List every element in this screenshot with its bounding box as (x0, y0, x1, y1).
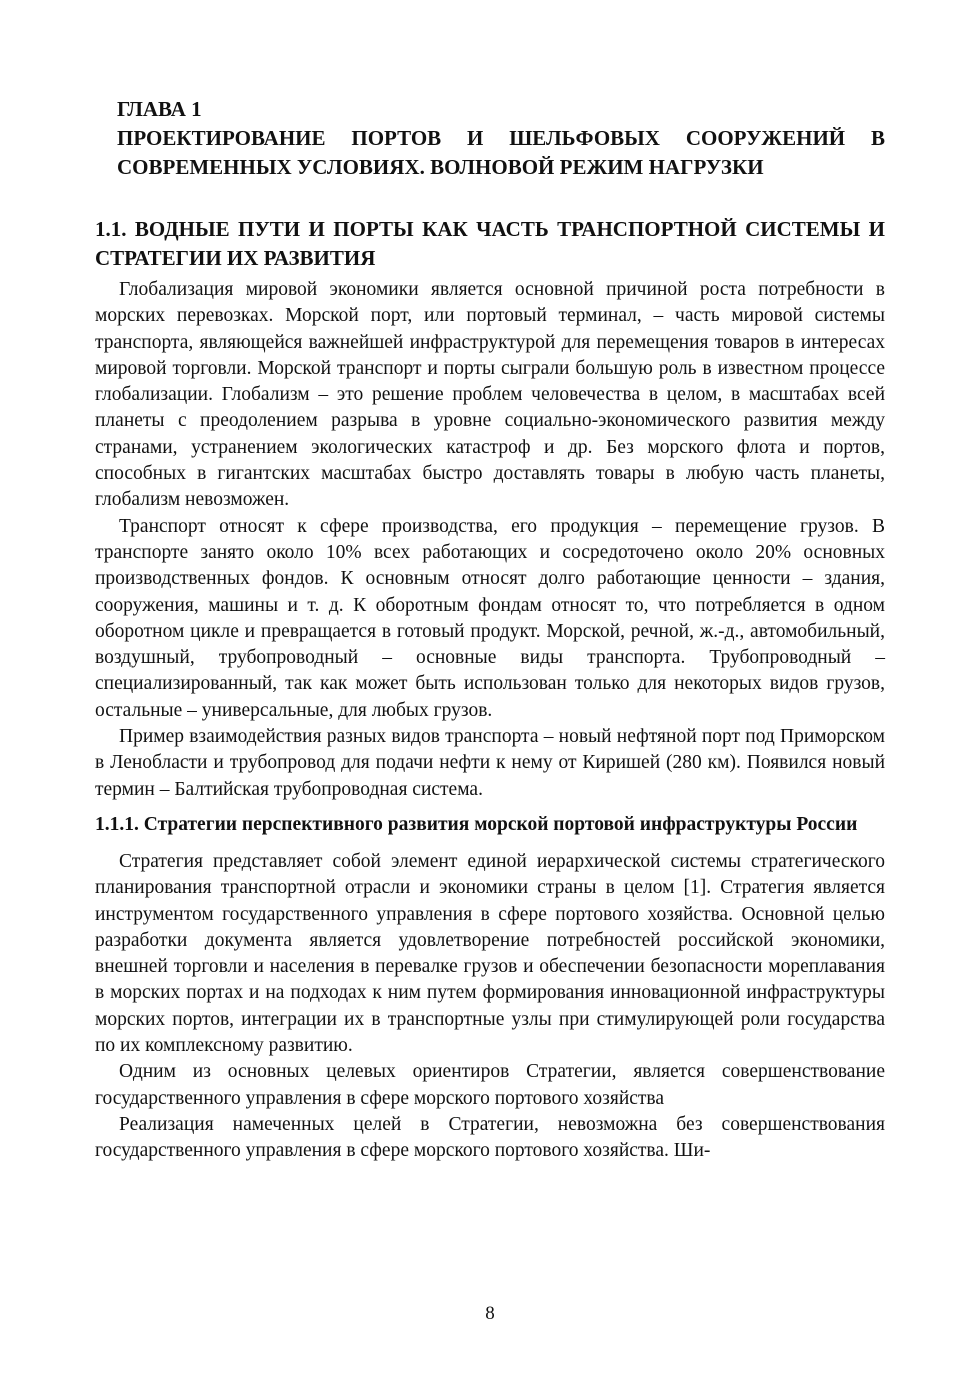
section-paragraph-1: Глобализация мировой экономики является основной причиной роста потребности в морских перевозках. Морской порт, или портовый терминал, – часть мировой системы транспорта, являющейся важнейшей инфраструктурой для перемещения товаров в интересах мировой торговли. Морской транспорт и порты сыграли большую роль в известном процессе глобализации. Глобализм – это решение проблем человечества в целом, в масштабах всей планеты с преодолением разрыва в уровне социально-экономического развития между странами, устранением экологических катастроф и др. Без морского флота и портов, способных в гигантских масштабах быстро доставлять товары в любую часть планеты, глобализм невозможен. (95, 279, 885, 511)
chapter-label: ГЛАВА 1 (117, 97, 202, 121)
section-paragraph-2: Транспорт относят к сфере производства, его продукция – перемещение грузов. В транспорте занято около 10% всех работающих и сосредоточено около 20% основных производственных фондов. К основным относят долго работающие ценности – здания, сооружения, машины и т. д. К оборотным фондам относят то, что потребляется в одном оборотном цикле и превращается в готовый продукт. Морской, речной, ж.-д., автомобильный, воздушный, трубопроводный – основные виды транспорта. Трубопроводный – специализированный, так как может быть использован только для некоторых видов грузов, остальные – универсальные, для любых грузов. (95, 515, 885, 721)
subsection-paragraph-1: Стратегия представляет собой элемент единой иерархической системы стратегического планирования транспортной отрасли и экономики страны в целом [1]. Стратегия является инструментом государственного управления в сфере портового хозяйства. Основной целью разработки документа является удовлетворение потребностей российской экономики, внешней торговли и населения в перевалке грузов и обеспечении безопасности мореплавания в морских портах и на подходах к ним путем формирования инновационной инфраструктуры морских портов, интеграции их в транспортные узлы при стимулирующей роли государства по их комплексному развитию. (95, 850, 885, 1057)
subsection-title: 1.1.1. Стратегии перспективного развития морской портовой инфраструктуры России (95, 813, 858, 835)
page-number: 8 (485, 1303, 495, 1324)
section-paragraph-3: Пример взаимодействия разных видов транспорта – новый нефтяной порт под Приморском в Ленобласти и трубопровод для подачи нефти к нему от Киришей (280 км). Появился новый термин – Балтийская трубопроводная система. (95, 726, 885, 800)
page-body (95, 95, 885, 1165)
subsection-paragraph-2: Одним из основных целевых ориентиров Стратегии, является совершенствование государственного управления в сфере морского портового хозяйства (95, 1061, 885, 1109)
subsection-paragraph-3: Реализация намеченных целей в Стратегии, невозможна без совершенствования государственного управления в сфере морского портового хозяйства. Ши- (95, 1113, 885, 1162)
chapter-title: ПРОЕКТИРОВАНИЕ ПОРТОВ И ШЕЛЬФОВЫХ СООРУЖЕНИЙ В СОВРЕМЕННЫХ УСЛОВИЯХ. ВОЛНОВОЙ РЕЖИМ НАГРУЗКИ (117, 126, 885, 179)
section-title: 1.1. ВОДНЫЕ ПУТИ И ПОРТЫ КАК ЧАСТЬ ТРАНСПОРТНОЙ СИСТЕМЫ И СТРАТЕГИИ ИХ РАЗВИТИЯ (95, 217, 885, 270)
